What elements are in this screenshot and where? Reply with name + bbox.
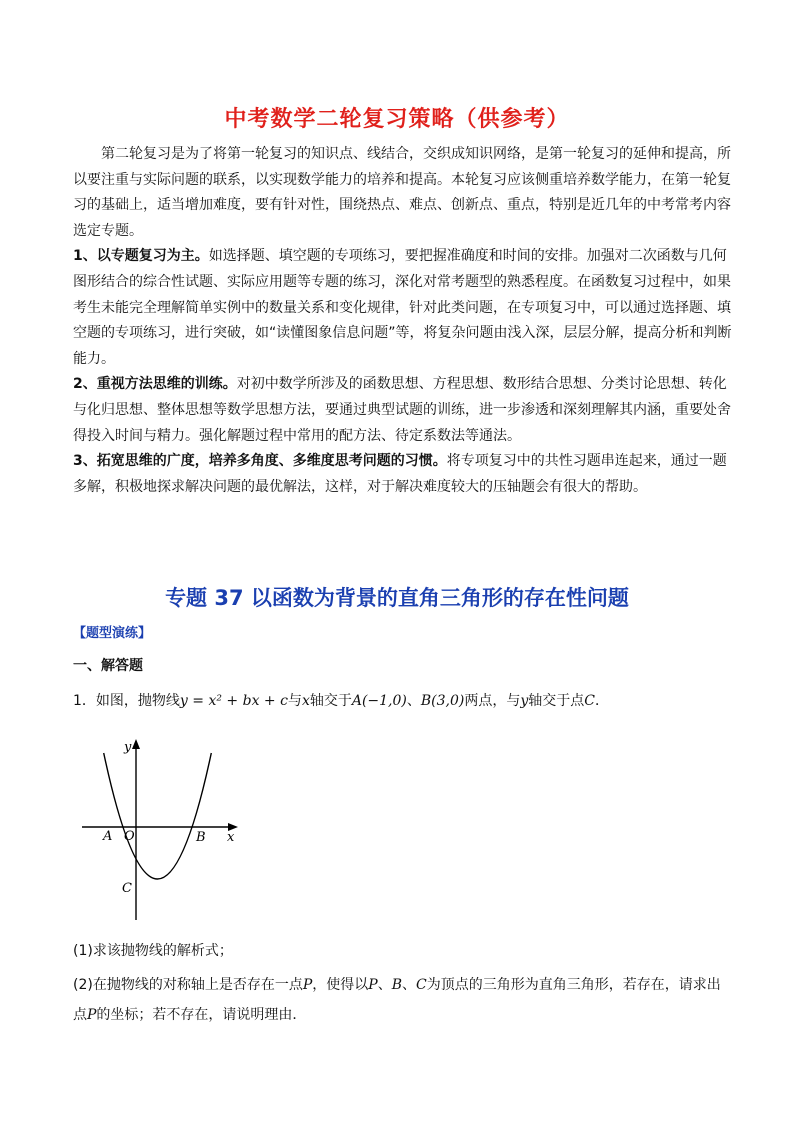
- point-b: B(3,0): [420, 693, 465, 709]
- label-b: B: [196, 830, 206, 845]
- point-1-text: 如选择题、填空题的专项练习，要把握准确度和时间的安排。加强对二次函数与几何图形结合的综合性试题、实际应用题等专题的练习，深化对常考题型的熟悉程度。在函数复习过程中，如果考生未能完全理解简单实例中的数量关系和变化规律，针对此类问题，在专项复习中，可以通过选择题、填空题的专项练习，进行突破，如“读懂图象信息问题”等，将复杂问题由浅入深，层层分解，提高分析和判断能力。: [73, 248, 732, 367]
- point-3: [73, 449, 733, 500]
- y-axis-arrow: [132, 739, 140, 749]
- point-2-text: 对初中数学所涉及的函数思想、方程思想、数形结合思想、分类讨论思想、转化与化归思想、整体思想等数学思想方法，要通过典型试题的训练，进一步渗透和深刻理解其内涵，重要处舍得投入时间与精力。强化解题过程中常用的配方法、待定系数法等通法。: [73, 376, 731, 444]
- label-c: C: [122, 881, 132, 896]
- point-2-head: 2、重视方法思维的训练。: [73, 376, 237, 393]
- y-axis-label: y: [124, 740, 132, 755]
- point-3-text: 将专项复习中的共性习题串连起来，通过一题多解，积极地探求解决问题的最优解法，这样，对于解决难度较大的压轴题会有很大的帮助。: [73, 453, 727, 495]
- label-o: O: [124, 829, 135, 844]
- formula: y = x² + bx + c: [179, 693, 288, 709]
- parabola-curve: [104, 753, 212, 879]
- point-a: A(−1,0): [351, 693, 407, 709]
- point-c: C: [584, 693, 595, 709]
- sub-question-1: (1)求该抛物线的解析式；: [73, 943, 233, 959]
- section-tag: 【题型演练】: [73, 626, 152, 641]
- label-a: A: [103, 829, 113, 844]
- x-axis-label: x: [227, 830, 235, 845]
- point-1-head: 1、以专题复习为主。: [73, 248, 209, 265]
- sub-question-2: (2)在抛物线的对称轴上是否存在一点P，使得以P、B、C为顶点的三角形为直角三角形，若存在，请求出点P的坐标；若不存在，请说明理由．: [73, 977, 721, 1023]
- point-2: [73, 372, 733, 449]
- point-3-head: 3、拓宽思维的广度，培养多角度、多维度思考问题的习惯。: [73, 453, 447, 470]
- page-title: 中考数学二轮复习策略（供参考）: [224, 107, 570, 132]
- question-1-stem: 1．如图，抛物线y = x² + bx + c与x轴交于A(−1,0)、B(3,0)两点，与y轴交于点C．: [73, 693, 609, 709]
- article-body: [73, 142, 733, 500]
- point-1: [73, 244, 733, 372]
- parabola-figure: [80, 735, 240, 925]
- topic-title: 专题 37 以函数为背景的直角三角形的存在性问题: [165, 586, 629, 610]
- section-heading: 一、解答题: [73, 658, 143, 674]
- intro-paragraph: 第二轮复习是为了将第一轮复习的知识点、线结合，交织成知识网络，是第一轮复习的延伸和提高，所以要注重与实际问题的联系，以实现数学能力的培养和提高。本轮复习应该侧重培养数学能力，在第一轮复习的基础上，适当增加难度，要有针对性，围绕热点、难点、创新点、重点，特别是近几年的中考常考内容选定专题。: [73, 146, 731, 239]
